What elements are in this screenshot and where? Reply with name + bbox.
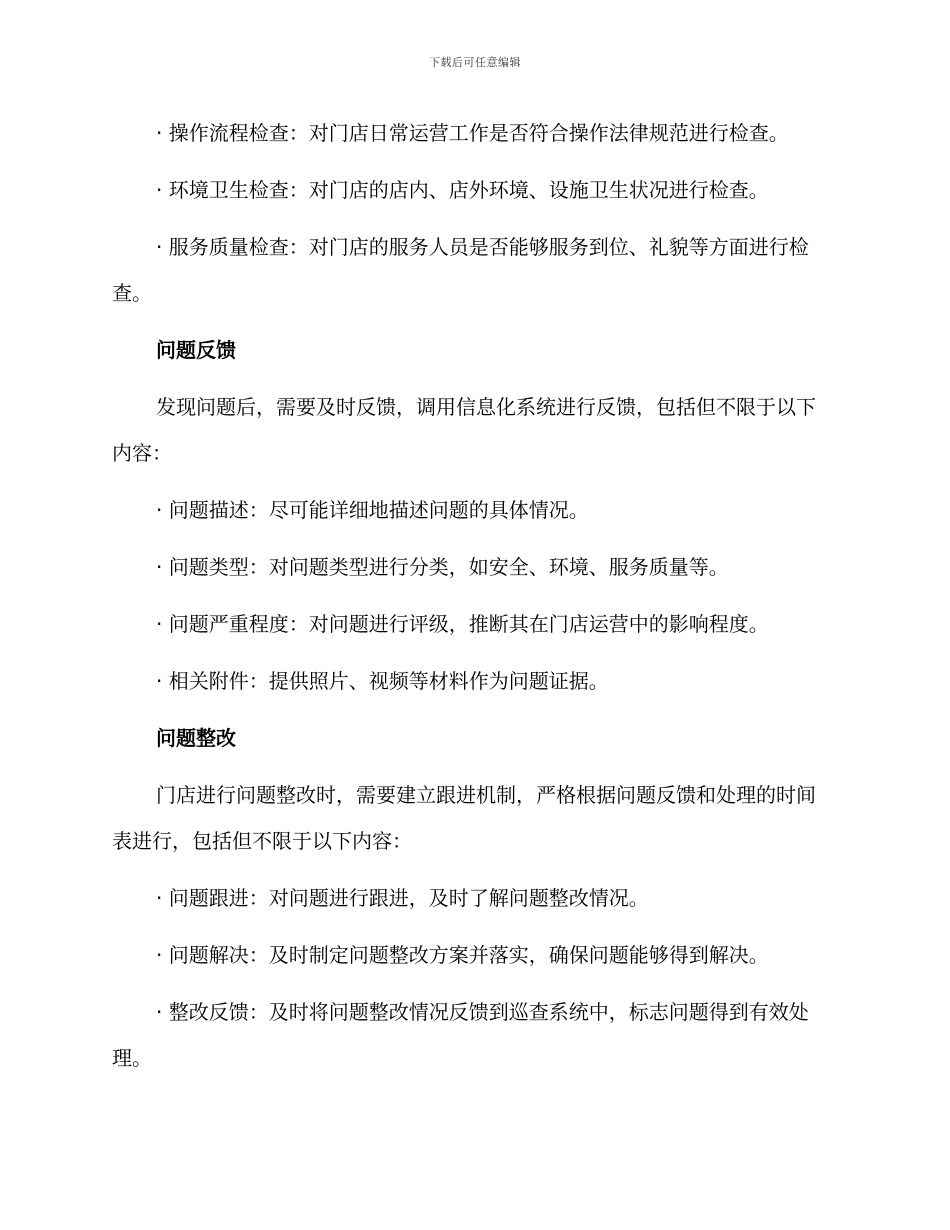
section-heading-rectification: 问题整改 (156, 726, 236, 750)
paragraph-rectification-intro: 门店进行问题整改时，需要建立跟进机制，严格根据问题反馈和处理的时间表进行，包括但不限于以下内容： (112, 783, 816, 853)
list-item-service-check: · 服务质量检查：对门店的服务人员是否能够服务到位、礼貌等方面进行检查。 (112, 235, 809, 305)
list-item-hygiene-check: · 环境卫生检查：对门店的店内、店外环境、设施卫生状况进行检查。 (156, 178, 769, 202)
list-item-follow-up: · 问题跟进：对问题进行跟进，及时了解问题整改情况。 (156, 886, 649, 910)
list-item-problem-type: · 问题类型：对问题类型进行分类，如安全、环境、服务质量等。 (156, 555, 729, 579)
list-item-operation-check: · 操作流程检查：对门店日常运营工作是否符合操作法律规范进行检查。 (156, 121, 789, 145)
list-item-attachments: · 相关附件：提供照片、视频等材料作为问题证据。 (156, 669, 609, 693)
list-item-problem-severity: · 问题严重程度：对问题进行评级，推断其在门店运营中的影响程度。 (156, 612, 769, 636)
page-header-note: 下载后可任意编辑 (429, 56, 521, 69)
list-item-resolution: · 问题解决：及时制定问题整改方案并落实，确保问题能够得到解决。 (156, 943, 769, 967)
list-item-rectification-feedback: · 整改反馈：及时将问题整改情况反馈到巡查系统中，标志问题得到有效处理。 (112, 1000, 809, 1070)
paragraph-feedback-intro: 发现问题后，需要及时反馈，调用信息化系统进行反馈，包括但不限于以下内容： (112, 395, 816, 465)
list-item-problem-description: · 问题描述：尽可能详细地描述问题的具体情况。 (156, 498, 589, 522)
section-heading-feedback: 问题反馈 (156, 338, 236, 362)
document-body (112, 110, 834, 1081)
